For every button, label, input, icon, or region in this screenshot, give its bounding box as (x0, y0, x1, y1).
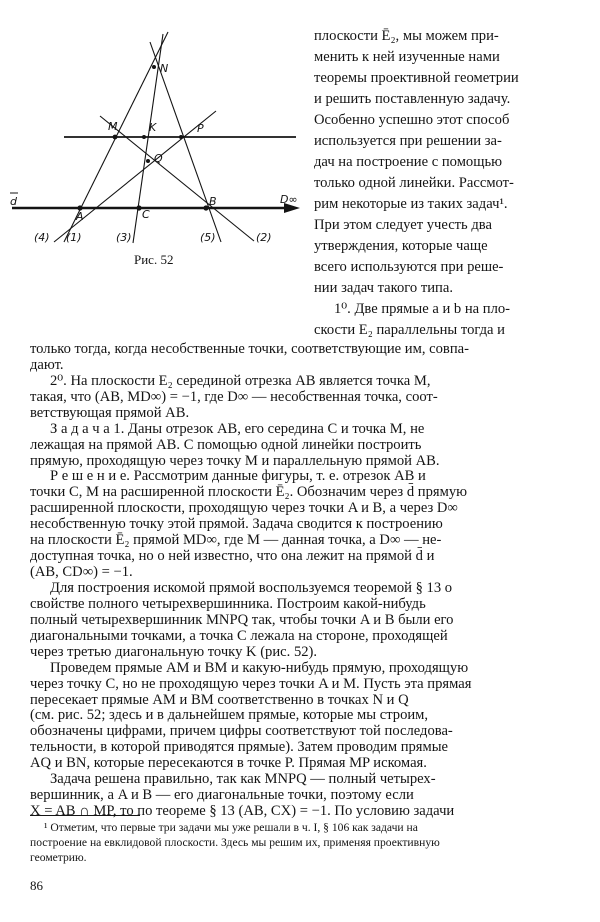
text-line: дач на построение с помощью (314, 154, 503, 170)
text-line: точки C, M на расширенной плоскости Ē₂. Обозначим через d̄ прямую (30, 484, 468, 501)
point-n (152, 65, 156, 69)
text-line: на плоскости Ē₂ прямой MD∞, где M — данная точка, а D∞ — не- (30, 532, 442, 549)
label-line-3: (3) (116, 231, 132, 244)
text-line: (AB, CD∞) = −1. (30, 564, 133, 580)
text-line: рим некоторые из таких задач¹. (314, 196, 508, 212)
point-b (203, 205, 208, 210)
label-k: K (149, 121, 157, 134)
text-line: плоскости Ē₂, мы можем при- (314, 28, 499, 44)
text-line: теоремы проективной геометрии (314, 70, 519, 86)
label-q: Q (154, 152, 163, 165)
label-d: d (10, 195, 17, 208)
geometry-diagram (4, 12, 304, 274)
text-line: тельности, в которой приводятся прямые). Затем проводим прямые (30, 739, 449, 756)
text-line: расширенной плоскости, проходящую через точки A и B, а через D∞ (30, 500, 458, 517)
point-q (146, 159, 150, 163)
label-line-2: (2) (256, 231, 272, 244)
text-line: обозначены цифрами, причем цифры соответствуют той последова- (30, 723, 453, 740)
label-m: M (108, 120, 118, 133)
label-c: C (142, 208, 150, 221)
text-line: используется при решении за- (314, 133, 502, 149)
text-line: З а д а ч а 1. Даны отрезок AB, его середина C и точка M, не (50, 420, 425, 437)
text-line: (см. рис. 52; здесь и в дальнейшем прямые, которые мы строим, (30, 707, 429, 724)
text-line: только тогда, когда несобственные точки, соответствующие им, совпа- (30, 341, 469, 357)
text-line: Задача решена правильно, так как MNPQ — полный четырех- (50, 771, 436, 788)
label-line-4: (4) (34, 231, 50, 244)
label-line-1: (1) (66, 231, 82, 244)
footnote-line: построение на евклидовой плоскости. Здесь мы решим их, применяя проективную (30, 836, 440, 849)
text-line: нии задач такого типа. (314, 280, 453, 296)
text-line: вершинник, а A и B — его диагональные точки, поэтому если (30, 787, 414, 804)
text-line: дают. (30, 356, 64, 373)
text-line: X = AB ∩ MP, то по теореме § 13 (AB, CX) = −1. По условию задачи (30, 803, 455, 819)
text-line: такая, что (AB, MD∞) = −1, где D∞ — несобственная точка, соот- (30, 388, 438, 405)
text-line: скости E₂ параллельны тогда и (314, 322, 505, 338)
page-number: 86 (30, 878, 43, 893)
text-line: через третью диагональную точку K (рис. 52). (30, 643, 318, 660)
text-line: прямую, проходящую через точку M и параллельную прямой AB. (30, 452, 440, 469)
label-n: N (160, 62, 169, 75)
text-line: всего используются при реше- (314, 259, 504, 275)
figure-52 (4, 12, 304, 274)
label-b: B (209, 195, 217, 208)
footnote-rule (30, 815, 140, 816)
text-line: пересекает прямые AM и BM соответственно в точках N и Q (30, 691, 409, 708)
point-k (142, 135, 146, 139)
text-line: 1⁰. Две прямые a и b на пло- (334, 301, 511, 317)
footnote-line: ¹ Отметим, что первые три задачи мы уже решали в ч. I, § 106 как задачи на (44, 821, 418, 834)
text-line: только одной линейки. Рассмот- (314, 175, 514, 191)
label-p: P (197, 122, 204, 135)
text-line: диагональными точками, а точка C лежала на стороне, проходящей (30, 627, 448, 644)
label-a: A (76, 210, 84, 223)
text-line: 2⁰. На плоскости E₂ серединой отрезка AB является точка M, (50, 372, 431, 389)
text-line: Р е ш е н и е. Рассмотрим данные фигуры, т. е. отрезок AB и (50, 468, 426, 485)
text-line: Особенно успешно этот способ (314, 112, 510, 128)
figure-caption: Рис. 52 (134, 252, 174, 267)
text-line: через точку C, но не проходящую через точки A и M. Пусть эта прямая (30, 675, 472, 692)
label-line-5: (5) (200, 231, 216, 244)
text-line: Проведем прямые AM и BM и какую-нибудь прямую, проходящую (50, 659, 469, 676)
text-line: менить к ней изученные нами (314, 49, 500, 65)
text-line: полный четырехвершинник MNPQ так, чтобы точки A и B были его (30, 611, 454, 628)
text-line: и решить поставленную задачу. (314, 91, 511, 107)
text-line: Для построения искомой прямой воспользуемся теоремой § 13 о (50, 580, 453, 596)
text-line: несобственную точку этой прямой. Задача сводится к построению (30, 516, 443, 533)
line-2-bm (100, 116, 254, 241)
text-line: доступная точка, но о ней известно, что она лежит на прямой d̄ и (30, 548, 435, 565)
point-m (113, 135, 118, 140)
text-line: При этом следует учесть два (314, 217, 492, 233)
text-line: лежащая на прямой AB. С помощью одной линейки построить (30, 436, 422, 453)
text-line: AQ и BN, которые пересекаются в точке P. Прямая MP искомая. (30, 755, 427, 772)
text-line: ветствующая прямой AB. (30, 404, 190, 421)
text-line: утверждения, которые чаще (314, 238, 488, 254)
point-c (136, 205, 141, 210)
footnote-line: геометрию. (30, 851, 87, 864)
label-d-infinity: D∞ (280, 193, 298, 206)
text-line: свойстве полного четырехвершинника. Построим какой-нибудь (30, 595, 426, 612)
point-p (179, 135, 183, 139)
